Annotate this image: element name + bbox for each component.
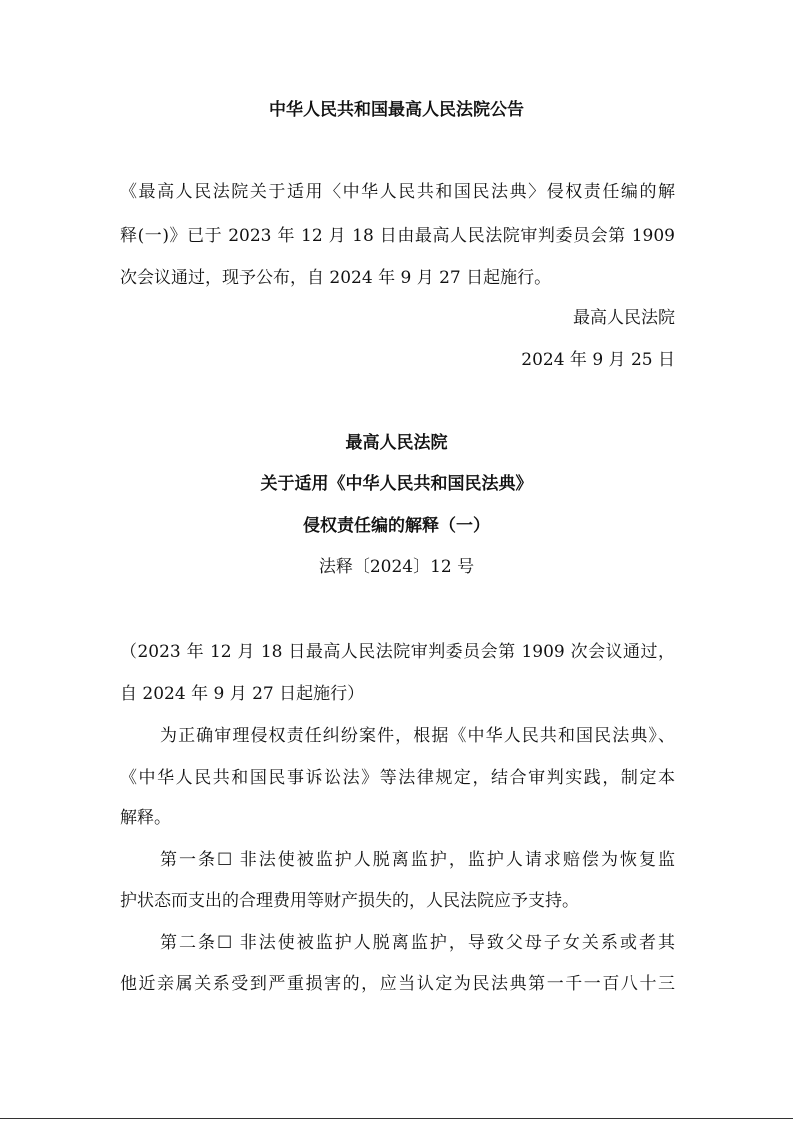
notice-signature: 最高人民法院 bbox=[573, 308, 675, 328]
article-2-line-1: 第二条☐ 非法使被监护人脱离监护，导致父母子女关系或者其 bbox=[160, 933, 675, 953]
article-2-line-2: 他近亲属关系受到严重损害的，应当认定为民法典第一千一百八十三 bbox=[120, 974, 675, 994]
notice-body-line-3: 次会议通过，现予公布，自 2024 年 9 月 27 日起施行。 bbox=[120, 268, 552, 288]
adoption-note-line-2: 自 2024 年 9 月 27 日起施行） bbox=[120, 684, 365, 704]
document-number: 法释〔2024〕12 号 bbox=[318, 557, 475, 577]
page-bottom-divider bbox=[0, 1118, 793, 1119]
article-1-line-2: 护状态而支出的合理费用等财产损失的，人民法院应予支持。 bbox=[120, 891, 579, 911]
preamble-line-3: 解释。 bbox=[120, 808, 171, 828]
preamble-line-2: 《中华人民共和国民事诉讼法》等法律规定，结合审判实践，制定本 bbox=[120, 768, 675, 788]
notice-date: 2024 年 9 月 25 日 bbox=[521, 350, 675, 370]
notice-body-line-2: 释(一)》已于 2023 年 12 月 18 日由最高人民法院审判委员会第 1909 bbox=[120, 226, 675, 246]
interpretation-title-line-3: 侵权责任编的解释（一） bbox=[303, 516, 490, 536]
notice-title: 中华人民共和国最高人民法院公告 bbox=[269, 100, 524, 120]
notice-body-line-1: 《最高人民法院关于适用〈中华人民共和国民法典〉侵权责任编的解 bbox=[120, 182, 675, 202]
adoption-note-line-1: （2023 年 12 月 18 日最高人民法院审判委员会第 1909 次会议通过， bbox=[120, 642, 675, 662]
interpretation-title-line-1: 最高人民法院 bbox=[345, 433, 448, 453]
interpretation-title-line-2: 关于适用《中华人民共和国民法典》 bbox=[260, 474, 533, 494]
article-1-line-1: 第一条☐ 非法使被监护人脱离监护，监护人请求赔偿为恢复监 bbox=[160, 850, 675, 870]
preamble-line-1: 为正确审理侵权责任纠纷案件，根据《中华人民共和国民法典》、 bbox=[160, 726, 675, 746]
